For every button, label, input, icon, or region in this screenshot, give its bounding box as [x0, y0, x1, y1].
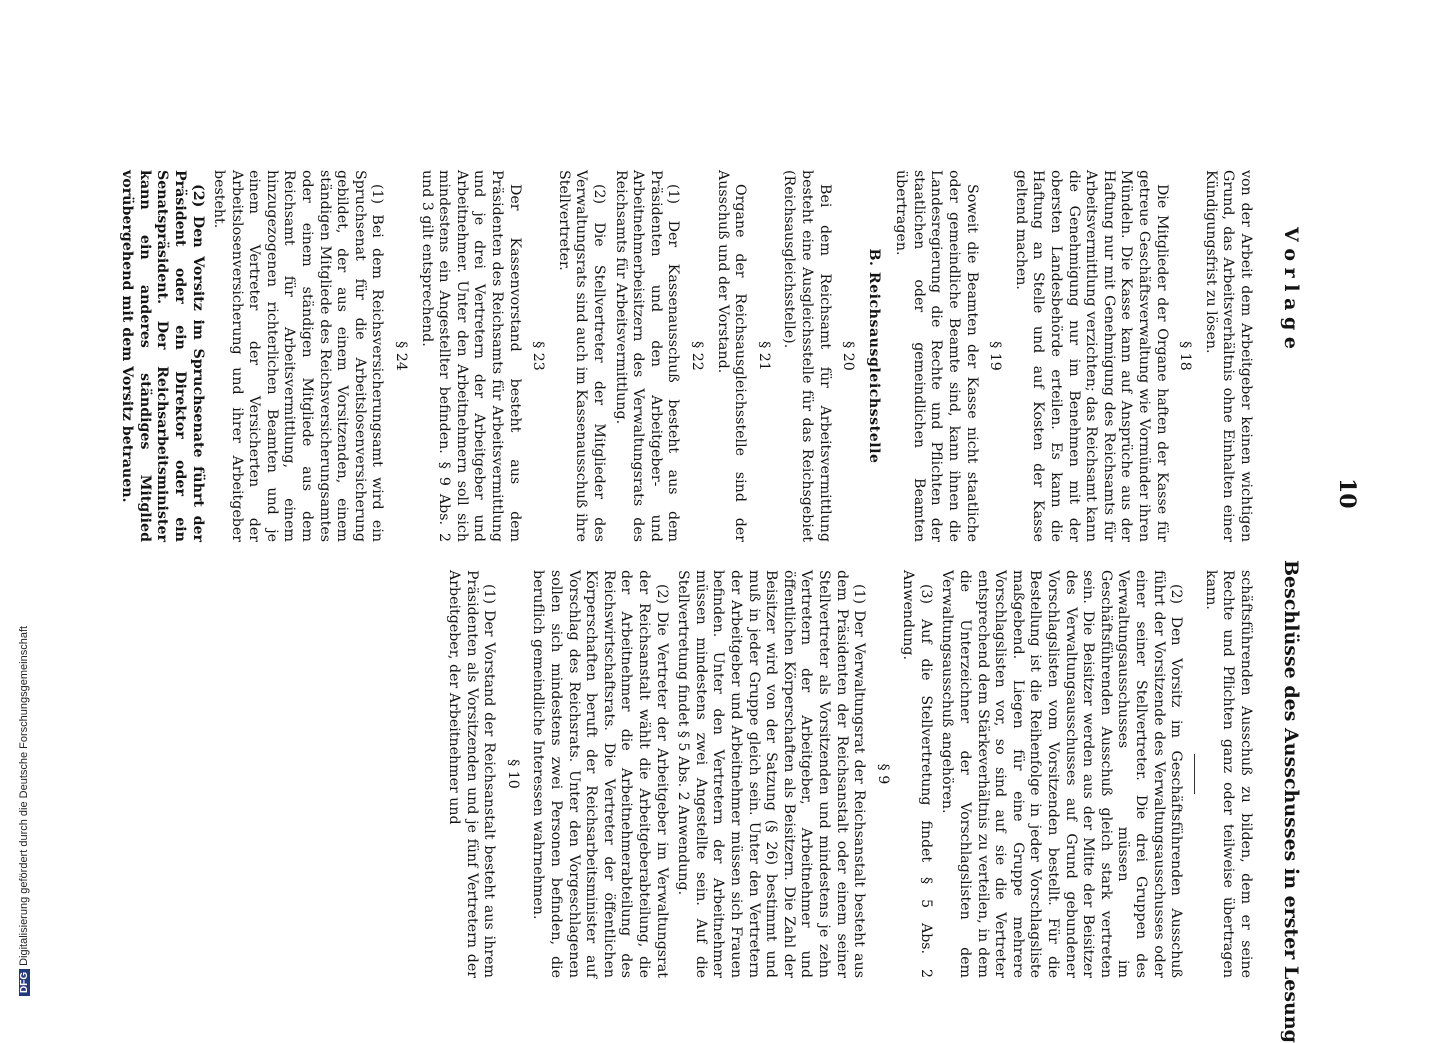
footer-credit: Digitalisierung gefördert durch die Deutsche Forschungsgemeinschaft	[18, 625, 30, 966]
right-column-title: Beschlüsse des Ausschusses in erster Lesung	[1280, 560, 1302, 1043]
section-heading: § 23	[530, 341, 547, 371]
paragraph: (3) Auf die Stellvertretung findet § 5 Abs. 2 Anwendung.	[900, 570, 934, 978]
paragraph: (1) Bei dem Reichsversicherungsamt wird ein Spruchsenat für die Arbeitslosenversicherung gebildet, der aus einem Vorsitzenden, einem ständigen Mitgliede des Reichsversicherungsamtes oder einem ständigen Mitgliede aus dem Reichsamt für Arbeitsvermittlung, einem hinzugezogenen richterlichen Beamten und je einem Vertreter der Versicherten der Arbeitslosenversicherung und ihrer Arbeitgeber besteht.	[211, 170, 386, 542]
paragraph: (2) Die Stellvertreter der Mitglieder des Verwaltungsrats sind auch im Kassenausschuß ihre Stellvertreter.	[555, 170, 607, 542]
section-heading: § 19	[987, 341, 1004, 371]
paragraph: Die Mitglieder der Organe haften der Kasse für getreue Geschäftsverwaltung wie Vormünder ihren Mündeln. Die Kasse kann auf Ansprüche aus der Haftung nur mit Genehmigung des Reichsamts für Arbeitsvermittlung verzichten; das Reichsamt kann die Genehmigung nur im Benehmen mit der obersten Landesbehörde erteilen. Es kann die Haftung an Stelle und auf Kosten der Kasse geltend machen.	[1012, 170, 1170, 542]
paragraph: (2) Den Vorsitz im Spruchsenate führt der Präsident oder ein Direktor oder ein Senatspräsident. Der Reichsarbeitsminister kann ein anderes ständiges Mitglied vorübergehend mit dem Vorsitz betrauen.	[119, 170, 206, 542]
section-heading: § 21	[755, 341, 772, 371]
section-heading: § 10	[504, 759, 521, 789]
paragraph: (1) Der Vorstand der Reichsanstalt besteht aus ihrem Präsidenten als Vorsitzenden und je fünf Vertretern der Arbeitgeber, der Arbeitnehmer und	[446, 570, 498, 978]
left-column-title: V o r l a g e	[1280, 226, 1302, 349]
paragraph: Der Kassenvorstand besteht aus dem Präsidenten des Reichsamts für Arbeitsvermittlung und je drei Vertretern der Arbeitgeber und Arbeitnehmer. Unter den Arbeitnehmern soll sich mindestens ein Angestellter befinden. § 9 Abs. 2 und 3 gilt entsprechend.	[418, 170, 523, 542]
footer-text-line	[18, 606, 30, 996]
section-heading: § 9	[874, 763, 891, 785]
paragraph: Organe der Reichsausgleichsstelle sind der Ausschuß und der Vorstand.	[714, 170, 749, 542]
paragraph: schäftsführenden Ausschuß zu bilden, dem er seine Rechte und Pflichten ganz oder teilweise übertragen kann.	[1202, 570, 1254, 978]
paragraph: (1) Der Verwaltungsrat der Reichsanstalt besteht aus dem Präsidenten der Reichsanstalt oder einem seiner Stellvertreter als Vorsitzenden und mindestens je zehn Vertretern der Arbeitgeber, Arbeitnehmer und öffentlichen Körperschaften als Beisitzern. Die Zahl der Beisitzer wird von der Satzung (§ 26) bestimmt und muß in jeder Gruppe gleich sein. Unter den Vertretern der Arbeitgeber und Arbeitnehmer müssen sich Frauen befinden. Unter den Vertretern der Arbeitnehmer müssen mindestens zwei Angestellte sein. Auf die Stellvertretung findet § 5 Abs. 2 Anwendung.	[675, 570, 868, 978]
paragraph: von der Arbeit dem Arbeitgeber keinen wichtigen Grund, das Arbeitsverhältnis ohne Einhalten einer Kündigungsfrist zu lösen.	[1202, 170, 1254, 542]
divider	[1194, 754, 1195, 794]
section-heading: § 24	[393, 341, 410, 371]
page-number: 10	[1334, 478, 1360, 509]
section-heading: § 22	[688, 341, 705, 371]
right-column	[440, 570, 1254, 978]
left-column	[114, 170, 1254, 542]
dfg-logo: DFG	[19, 969, 30, 996]
paragraph: (2) Den Vorsitz im Geschäftsführenden Ausschuß führt der Vorsitzende des Verwaltungsausschusses oder einer seiner Stellvertreter. Die drei Gruppen des Verwaltungsausschusses müssen im Geschäftsführenden Ausschuß gleich stark vertreten sein. Die Beisitzer werden aus der Mitte der Beisitzer des Verwaltungsausschusses auf Grund gebundener Vorschlagslisten vom Vorsitzenden bestellt. Für die Bestellung ist die Reihenfolge in jeder Vorschlagsliste maßgebend. Liegen für eine Gruppe mehrere Vorschlagslisten vor, so sind auf sie die Vertreter entsprechend dem Stärkeverhältnis zu verteilen, in dem die Unterzeichner der Vorschlagslisten dem Verwaltungsausschuß angehören.	[939, 570, 1185, 978]
paragraph: Bei dem Reichsamt für Arbeitsvermittlung besteht eine Ausgleichsstelle für das Reichsgebiet (Reichsausgleichsstelle).	[781, 170, 833, 542]
paragraph: Soweit die Beamten der Kasse nicht staatliche oder gemeindliche Beamte sind, kann ihnen die Landesregierung die Rechte und Pflichten der staatlichen oder gemeindlichen Beamten übertragen.	[893, 170, 980, 542]
paragraph: (2) Die Vertreter der Arbeitgeber im Verwaltungsrat der Reichsanstalt wählt die Arbeitgeberabteilung, die der Arbeitnehmer die Arbeitnehmerabteilung des Reichswirtschaftsrats. Die Vertreter der öffentlichen Körperschaften beruft der Reichsarbeitsminister auf Vorschlag des Reichsrats. Unter den Vorgeschlagenen sollen sich mindestens zwei Personen befinden, die beruflich gemeindliche Interessen wahrnehmen.	[530, 570, 670, 978]
paragraph: (1) Der Kassenausschuß besteht aus dem Präsidenten und den Arbeitgeber- und Arbeitnehmerbeisitzern des Verwaltungsrats des Reichsamts für Arbeitsvermittlung.	[612, 170, 682, 542]
part-heading: B. Reichsausgleichsstelle	[865, 248, 882, 464]
digitization-footer	[2, 606, 30, 996]
section-heading: § 20	[840, 341, 857, 371]
section-heading: § 18	[1177, 341, 1194, 371]
